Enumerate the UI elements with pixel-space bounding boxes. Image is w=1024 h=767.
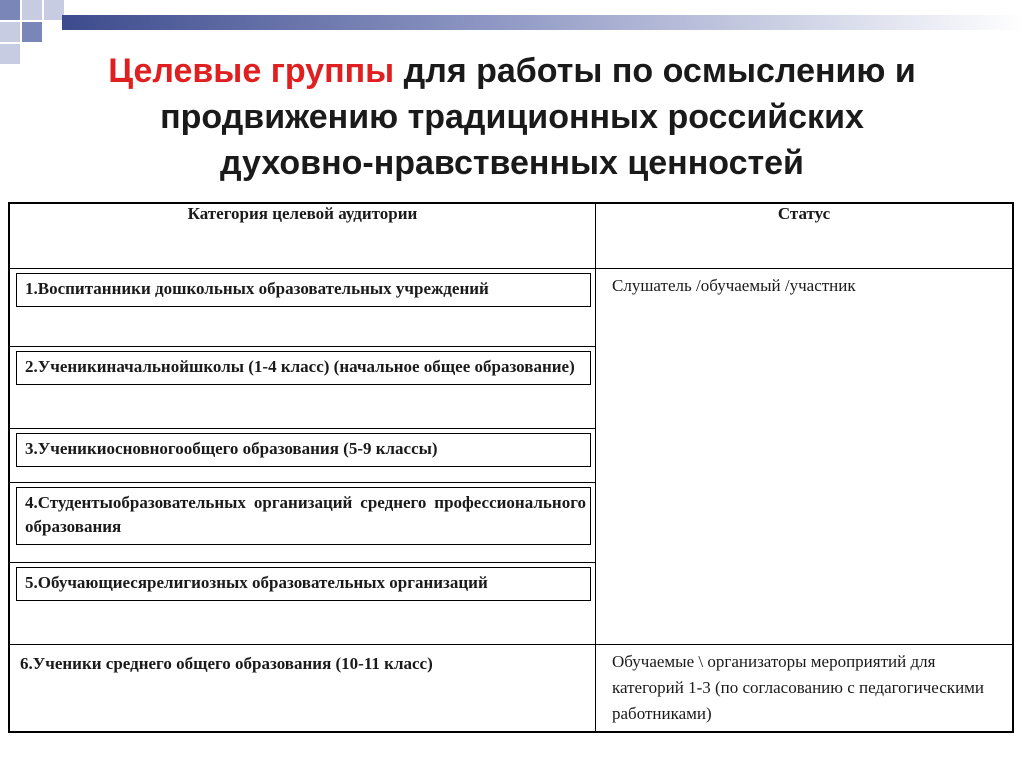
status-cell-group-2 — [596, 645, 1014, 733]
category-text: 4.Студентыобразовательных организаций среднего профессионального образования — [16, 487, 591, 545]
category-text: 2.Ученикиначальнойшколы (1-4 класс) (начальное общее образование) — [16, 351, 591, 385]
decor-square — [22, 0, 42, 20]
title-line-1 — [30, 48, 994, 94]
category-cell — [9, 563, 596, 645]
decor-square — [44, 0, 64, 20]
table-row — [9, 269, 1013, 347]
category-cell — [9, 483, 596, 563]
header-gradient-bar — [62, 15, 1024, 30]
decor-square — [22, 22, 42, 42]
title-rest: для работы по осмыслению и — [394, 52, 916, 90]
category-cell — [9, 429, 596, 483]
category-cell — [9, 269, 596, 347]
category-text: 6.Ученики среднего общего образования (10-11 класс) — [20, 654, 433, 673]
category-cell — [9, 347, 596, 429]
category-cell — [9, 645, 596, 733]
target-groups-table — [8, 202, 1014, 733]
status-text: Слушатель /обучаемый /участник — [612, 276, 856, 295]
category-text: 5.Обучающиесярелигиозных образовательных организаций — [16, 567, 591, 601]
title-line-3: духовно-нравственных ценностей — [220, 144, 804, 182]
decor-square — [0, 22, 20, 42]
title-line-2: продвижению традиционных российских — [160, 98, 864, 136]
header-category: Категория целевой аудитории — [9, 203, 596, 269]
decor-square — [0, 0, 20, 20]
category-text: 3.Ученикиосновногообщего образования (5-9 классы) — [16, 433, 591, 467]
status-cell-group-1 — [596, 269, 1014, 645]
title-accent: Целевые группы — [108, 52, 395, 90]
status-text: Обучаемые \ организаторы мероприятий для категорий 1-3 (по согласованию с педагогическими работниками) — [612, 652, 985, 723]
table-header-row — [9, 203, 1013, 269]
decor-square — [0, 44, 20, 64]
table-row — [9, 645, 1013, 733]
category-text: 1.Воспитанники дошкольных образовательных учреждений — [16, 273, 591, 307]
header-status: Статус — [596, 203, 1014, 269]
slide-title — [30, 48, 994, 186]
